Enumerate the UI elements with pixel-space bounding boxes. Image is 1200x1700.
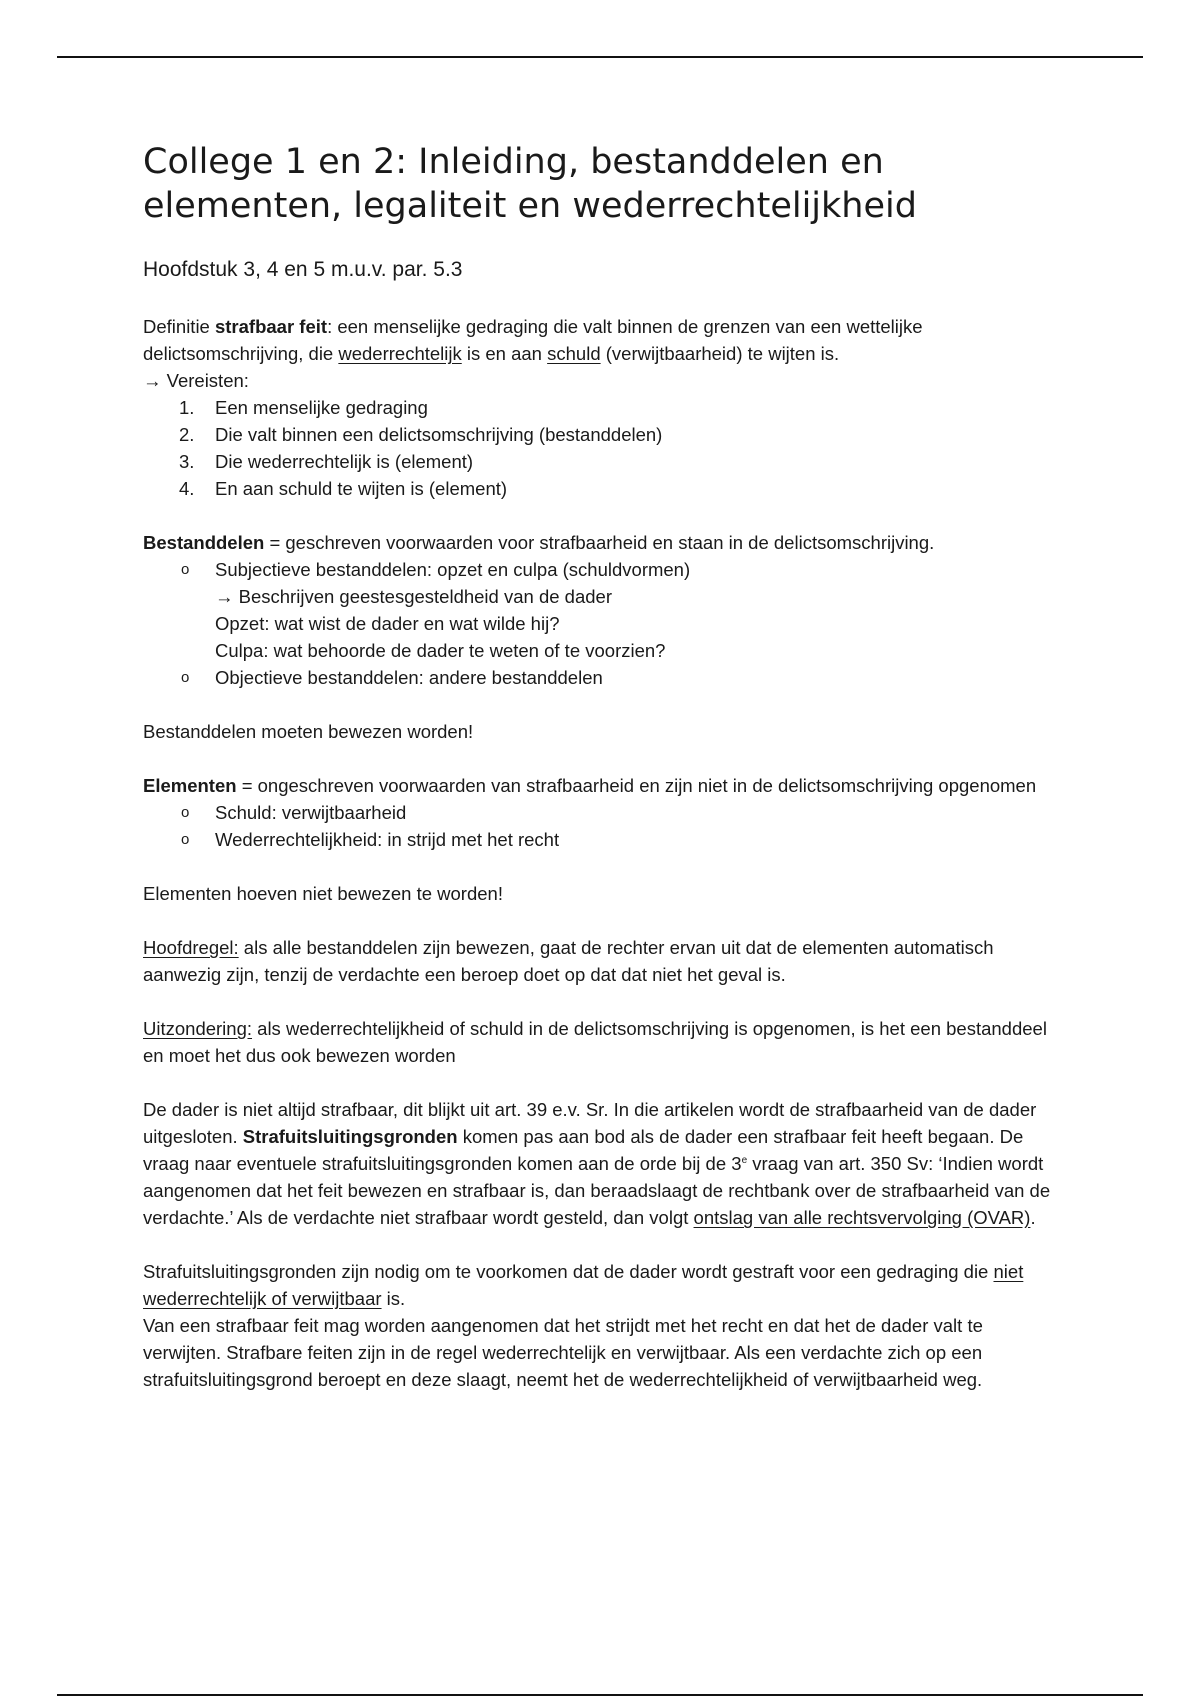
strafuitsluiting-paragraph-2: Van een strafbaar feit mag worden aangenomen dat het strijdt met het recht en dat het de dader valt te verwijten. Strafbare feiten zijn in de regel wederrechtelijk en verwijtbaar. Als een verdachte zich op een strafuitsluitingsgrond beroept en deze slaagt, neemt het de wederrechtelijkheid of verwijtbaarheid weg. <box>143 1315 983 1390</box>
footer-rule <box>57 1694 1143 1696</box>
bestanddelen-note: Bestanddelen moeten bewezen worden! <box>143 721 474 742</box>
page-title: College 1 en 2: Inleiding, bestanddelen en elementen, legaliteit en wederrechtelijkheid <box>143 142 917 226</box>
uitzondering-paragraph: Uitzondering: als wederrechtelijkheid of schuld in de delictsomschrijving is opgenomen, is het een bestanddeel en moet het dus ook bewezen worden <box>143 1018 1047 1066</box>
elementen-note: Elementen hoeven niet bewezen te worden! <box>143 883 503 904</box>
vereisten-list <box>143 394 1063 502</box>
circle-bullet-icon: o <box>181 804 190 821</box>
list-item: 4. En aan schuld te wijten is (element) <box>179 478 508 499</box>
circle-bullet-icon: o <box>181 561 190 578</box>
circle-bullet-icon: o <box>181 831 190 848</box>
list-item: 1. Een menselijke gedraging <box>179 397 428 418</box>
subtitle: Hoofdstuk 3, 4 en 5 m.u.v. par. 5.3 <box>143 258 463 281</box>
dader-paragraph: De dader is niet altijd strafbaar, dit blijkt uit art. 39 e.v. Sr. In die artikelen wordt de strafbaarheid van de dader uitgesloten. Strafuitsluitingsgronden komen pas aan bod als de dader een strafbaar feit heeft begaan. De vraag naar eventuele strafuitsluitingsgronden komen aan de orde bij de 3e vraag van art. 350 Sv: ‘Indien wordt aangenomen dat het feit bewezen en strafbaar is, dan beraadslaagt de rechtbank over de strafbaarheid van de verdachte.’ Als de verdachte niet strafbaar wordt gesteld, dan volgt ontslag van alle rechtsvervolging (OVAR). <box>143 1099 1051 1228</box>
list-item: o Subjectieve bestanddelen: opzet en culpa (schuldvormen) <box>143 556 1063 583</box>
list-item: o Objectieve bestanddelen: andere bestanddelen <box>143 664 1063 691</box>
list-subitem: → Beschrijven geestesgesteldheid van de dader <box>215 586 612 607</box>
header-rule <box>57 56 1143 58</box>
list-subitem: Culpa: wat behoorde de dader te weten of te voorzien? <box>215 640 666 661</box>
document-body <box>143 140 1063 1393</box>
elementen-list <box>143 799 1063 853</box>
circle-bullet-icon: o <box>181 669 190 686</box>
list-item: o Schuld: verwijtbaarheid <box>143 799 1063 826</box>
elementen-paragraph: Elementen = ongeschreven voorwaarden van strafbaarheid en zijn niet in de delictsomschrijving opgenomen <box>143 775 1037 796</box>
strafuitsluiting-paragraph: Strafuitsluitingsgronden zijn nodig om te voorkomen dat de dader wordt gestraft voor een gedraging die niet wederrechtelijk of verwijtbaar is. <box>143 1261 1024 1309</box>
list-item: o Wederrechtelijkheid: in strijd met het recht <box>143 826 1063 853</box>
list-item: 2. Die valt binnen een delictsomschrijving (bestanddelen) <box>179 424 663 445</box>
bestanddelen-list <box>143 556 1063 691</box>
bestanddelen-paragraph: Bestanddelen = geschreven voorwaarden voor strafbaarheid en staan in de delictsomschrijving. <box>143 532 935 553</box>
vereisten-label: → Vereisten: <box>143 370 249 391</box>
list-subitem: Opzet: wat wist de dader en wat wilde hij? <box>215 613 560 634</box>
definitie-paragraph: Definitie strafbaar feit: een menselijke gedraging die valt binnen de grenzen van een wettelijke delictsomschrijving, die wederrechtelijk is en aan schuld (verwijtbaarheid) te wijten is. <box>143 316 923 364</box>
hoofdregel-paragraph: Hoofdregel: als alle bestanddelen zijn bewezen, gaat de rechter ervan uit dat de elementen automatisch aanwezig zijn, tenzij de verdachte een beroep doet op dat dat niet het geval is. <box>143 937 994 985</box>
list-item: 3. Die wederrechtelijk is (element) <box>179 451 474 472</box>
